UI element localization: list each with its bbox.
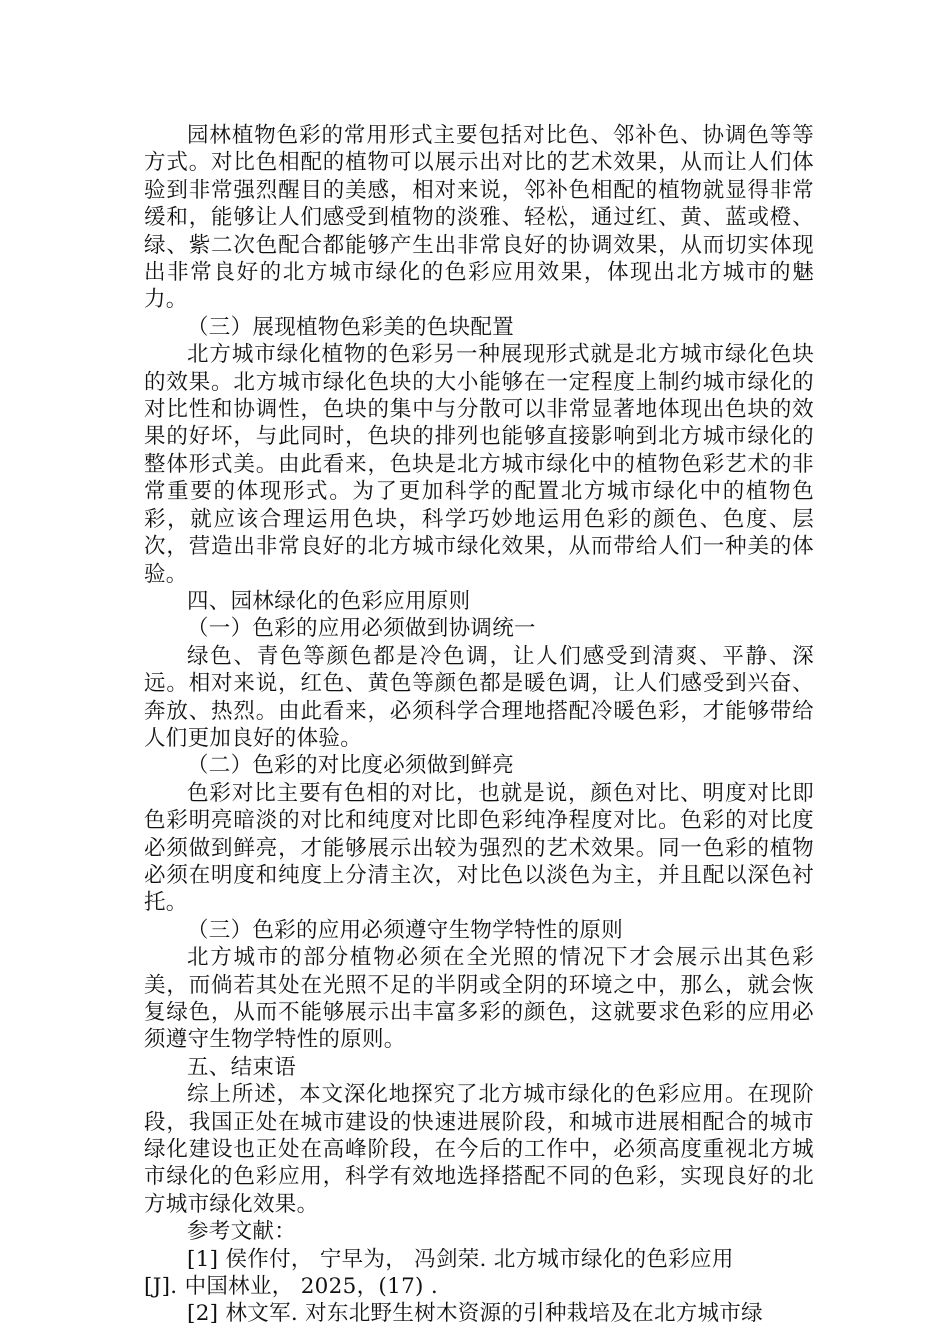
- heading-biology: （三）色彩的应用必须遵守生物学特性的原则: [187, 917, 624, 943]
- paragraph-conclusion: 综上所述，本文深化地探究了北方城市绿化的色彩应用。在现阶段，我国正处在城市建设的快速进展阶段，和城市进展相配合的城市绿化建设也正处在高峰阶段，在今后的工作中，必须高度重视北方城市绿化的色彩应用，科学有效地选择搭配不同的色彩，实现良好的北方城市绿化效果。: [144, 1082, 814, 1217]
- paragraph-warm-cool: 绿色、青色等颜色都是冷色调，让人们感受到清爽、平静、深远。相对来说，红色、黄色等颜色都是暖色调，让人们感受到兴奋、奔放、热烈。由此看来，必须科学合理地搭配冷暖色彩，才能够带给人们更加良好的体验。: [144, 643, 814, 751]
- heading-color-block-config: （三）展现植物色彩美的色块配置: [187, 314, 515, 340]
- paragraph-contrast: 色彩对比主要有色相的对比，也就是说，颜色对比、明度对比即色彩明亮暗淡的对比和纯度对比即色彩纯净程度对比。色彩的对比度必须做到鲜亮，才能够展示出较为强烈的艺术效果。同一色彩的植物必须在明度和纯度上分清主次，对比色以淡色为主，并且配以深色衬托。: [144, 780, 814, 916]
- heading-harmony: （一）色彩的应用必须做到协调统一: [187, 616, 536, 642]
- paragraph-color-blocks: 北方城市绿化植物的色彩另一种展现形式就是北方城市绿化色块的效果。北方城市绿化色块的大小能够在一定程度上制约城市绿化的对比性和协调性，色块的集中与分散可以非常显著地体现出色块的效果的好坏，与此同时，色块的排列也能够直接影响到北方城市绿化的整体形式美。由此看来，色块是北方城市绿化中的植物色彩艺术的非常重要的体现形式。为了更加科学的配置北方城市绿化中的植物色彩，就应该合理运用色块，科学巧妙地运用色彩的颜色、色度、层次，营造出非常良好的北方城市绿化效果，从而带给人们一种美的体验。: [144, 342, 814, 587]
- heading-section-four: 四、园林绿化的色彩应用原则: [187, 588, 471, 614]
- reference-1-line-2: [J]. 中国林业， 2025，(17) .: [144, 1274, 439, 1300]
- paragraph-color-forms: 园林植物色彩的常用形式主要包括对比色、邻补色、协调色等等方式。对比色相配的植物可以展示出对比的艺术效果，从而让人们体验到非常强烈醒目的美感，相对来说，邻补色相配的植物就显得非常缓和，能够让人们感受到植物的淡雅、轻松，通过红、黄、蓝或橙、绿、紫二次色配合都能够产生出非常良好的协调效果，从而切实体现出非常良好的北方城市绿化的色彩应用效果，体现出北方城市的魅力。: [144, 123, 814, 313]
- heading-conclusion: 五、结束语: [187, 1054, 297, 1080]
- reference-2-line-1: [2] 林文军. 对东北野生树木资源的引种栽培及在北方城市绿: [187, 1301, 763, 1327]
- heading-references: 参考文献：: [187, 1219, 297, 1245]
- document-page: [144, 122, 814, 1328]
- paragraph-biology: 北方城市的部分植物必须在全光照的情况下才会展示出其色彩美，而倘若其处在光照不足的半阴或全阴的环境之中，那么，就会恢复绿色，从而不能够展示出丰富多彩的颜色，这就要求色彩的应用必须遵守生物学特性的原则。: [144, 945, 814, 1053]
- heading-contrast: （二）色彩的对比度必须做到鲜亮: [187, 753, 515, 779]
- reference-1-line-1: [1] 侯作付， 宁早为， 冯剑荣. 北方城市绿化的色彩应用: [187, 1246, 734, 1272]
